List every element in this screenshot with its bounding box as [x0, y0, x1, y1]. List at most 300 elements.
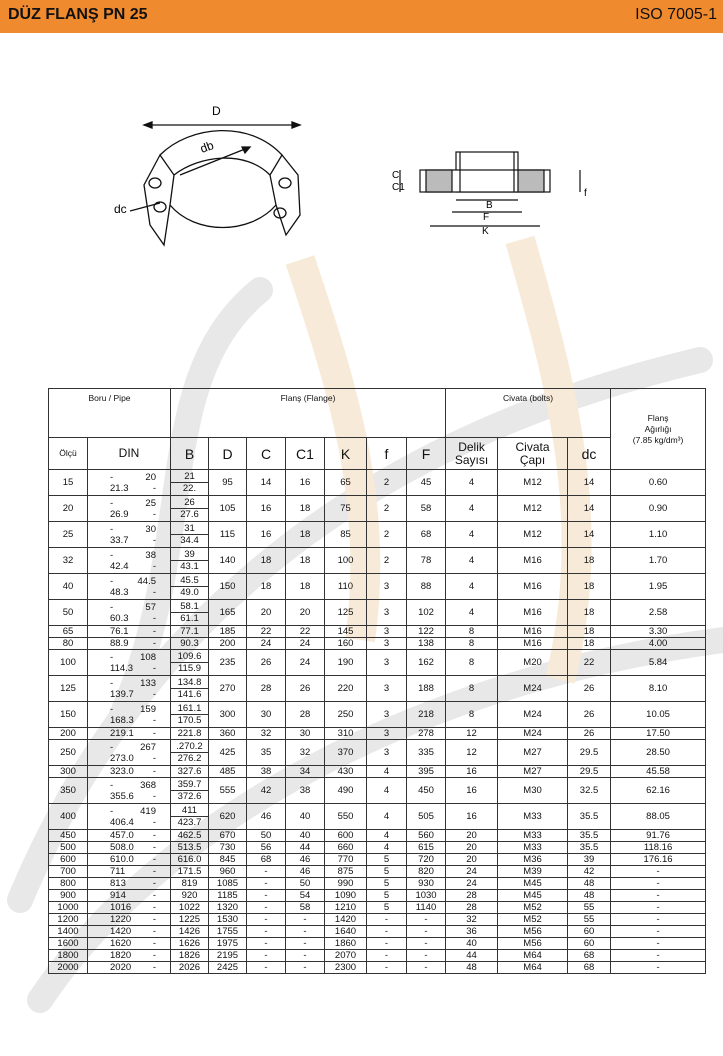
cell-f: 5: [367, 866, 407, 878]
cell-C: -: [247, 926, 286, 938]
cell-size: 40: [49, 574, 88, 600]
cell-B: 616.0: [171, 854, 209, 866]
cell-size: 1800: [49, 950, 88, 962]
cell-f: -: [367, 914, 407, 926]
cell-B: 2026: [171, 962, 209, 974]
cell-holes: 28: [446, 902, 498, 914]
cell-K: 75: [325, 496, 367, 522]
cell-F: 560: [407, 830, 446, 842]
cell-K: 2070: [325, 950, 367, 962]
cell-K: 430: [325, 766, 367, 778]
cell-C: 26: [247, 650, 286, 676]
cell-D: 845: [209, 854, 247, 866]
cell-C1: 24: [286, 650, 325, 676]
cell-f: 5: [367, 902, 407, 914]
cell-D: 1755: [209, 926, 247, 938]
cell-F: 720: [407, 854, 446, 866]
cell-dc: 18: [568, 600, 611, 626]
cell-K: 875: [325, 866, 367, 878]
cell-C: -: [247, 902, 286, 914]
cell-D: 235: [209, 650, 247, 676]
cell-weight: 88.05: [611, 804, 706, 830]
cell-B: 45.5 49.0: [171, 574, 209, 600]
table-row: [49, 866, 706, 878]
cell-din: 914 -: [88, 890, 171, 902]
cell-bolt: M39: [498, 866, 568, 878]
cell-D: 200: [209, 638, 247, 650]
cell-din: - 108 114.3 -: [88, 650, 171, 676]
cell-holes: 24: [446, 878, 498, 890]
table-row: [49, 842, 706, 854]
table-row: [49, 740, 706, 766]
label-D: D: [212, 104, 221, 118]
cell-C1: 58: [286, 902, 325, 914]
cell-D: 670: [209, 830, 247, 842]
cell-C: -: [247, 962, 286, 974]
cell-dc: 18: [568, 548, 611, 574]
cell-F: 930: [407, 878, 446, 890]
cell-B: 39 43.1: [171, 548, 209, 574]
cell-holes: 12: [446, 740, 498, 766]
cell-C: 38: [247, 766, 286, 778]
cell-C1: 44: [286, 842, 325, 854]
cell-K: 1640: [325, 926, 367, 938]
header-bar: [0, 0, 723, 33]
cell-holes: 12: [446, 728, 498, 740]
cell-f: 4: [367, 766, 407, 778]
cell-din: - 159 168.3 -: [88, 702, 171, 728]
cell-dc: 68: [568, 950, 611, 962]
cell-dc: 60: [568, 938, 611, 950]
cell-weight: -: [611, 962, 706, 974]
cell-dc: 35.5: [568, 804, 611, 830]
cell-din: - 419 406.4 -: [88, 804, 171, 830]
cell-dc: 60: [568, 926, 611, 938]
table-row: [49, 626, 706, 638]
cell-f: 5: [367, 890, 407, 902]
cell-B: 109.6 115.9: [171, 650, 209, 676]
cell-K: 65: [325, 470, 367, 496]
cell-din: 508.0 -: [88, 842, 171, 854]
table-row: [49, 600, 706, 626]
cell-bolt: M33: [498, 804, 568, 830]
header-bolts: Civata (bolts): [446, 389, 611, 438]
cell-C: 28: [247, 676, 286, 702]
cell-F: 88: [407, 574, 446, 600]
cell-weight: 0.90: [611, 496, 706, 522]
cell-weight: -: [611, 950, 706, 962]
cell-dc: 18: [568, 626, 611, 638]
cell-dc: 18: [568, 638, 611, 650]
cell-dc: 35.5: [568, 842, 611, 854]
cell-f: 3: [367, 600, 407, 626]
cell-dc: 26: [568, 702, 611, 728]
cell-F: 102: [407, 600, 446, 626]
cell-weight: -: [611, 926, 706, 938]
cell-D: 2195: [209, 950, 247, 962]
cell-size: 1600: [49, 938, 88, 950]
label-db: db: [198, 138, 216, 156]
cell-din: 457.0 -: [88, 830, 171, 842]
cell-dc: 55: [568, 914, 611, 926]
cell-size: 700: [49, 866, 88, 878]
cell-F: 615: [407, 842, 446, 854]
cell-K: 370: [325, 740, 367, 766]
cell-size: 80: [49, 638, 88, 650]
table-body: [49, 470, 706, 974]
cell-size: 450: [49, 830, 88, 842]
header-weight: [611, 389, 706, 470]
cell-bolt: M27: [498, 740, 568, 766]
cell-B: 819: [171, 878, 209, 890]
cell-C1: 40: [286, 830, 325, 842]
cell-bolt: M12: [498, 470, 568, 496]
cell-size: 200: [49, 728, 88, 740]
cell-C: 56: [247, 842, 286, 854]
cell-D: 730: [209, 842, 247, 854]
cell-din: 813 -: [88, 878, 171, 890]
cell-B: 31 34.4: [171, 522, 209, 548]
cell-F: 1030: [407, 890, 446, 902]
cell-B: 161.1 170.5: [171, 702, 209, 728]
cell-K: 190: [325, 650, 367, 676]
page-title: DÜZ FLANŞ PN 25: [8, 6, 148, 23]
col-F: F: [407, 438, 446, 470]
cell-bolt: M36: [498, 854, 568, 866]
cell-din: 1620 -: [88, 938, 171, 950]
cell-dc: 68: [568, 962, 611, 974]
cell-dc: 48: [568, 890, 611, 902]
cell-din: 1016 -: [88, 902, 171, 914]
cell-K: 490: [325, 778, 367, 804]
cell-C1: 22: [286, 626, 325, 638]
cell-D: 165: [209, 600, 247, 626]
cell-bolt: M52: [498, 902, 568, 914]
cell-holes: 4: [446, 522, 498, 548]
table-row: [49, 804, 706, 830]
cell-holes: 32: [446, 914, 498, 926]
cell-D: 2425: [209, 962, 247, 974]
cell-C: 35: [247, 740, 286, 766]
table-row: [49, 650, 706, 676]
cell-B: 1225: [171, 914, 209, 926]
cell-B: 1426: [171, 926, 209, 938]
cell-holes: 44: [446, 950, 498, 962]
cell-size: 300: [49, 766, 88, 778]
cell-C: -: [247, 890, 286, 902]
cell-size: 50: [49, 600, 88, 626]
cell-dc: 22: [568, 650, 611, 676]
cell-bolt: M16: [498, 574, 568, 600]
cell-weight: 8.10: [611, 676, 706, 702]
table-row: [49, 878, 706, 890]
cell-C: 46: [247, 804, 286, 830]
cell-dc: 18: [568, 574, 611, 600]
cell-D: 1185: [209, 890, 247, 902]
cell-holes: 20: [446, 842, 498, 854]
cell-B: 21 22.: [171, 470, 209, 496]
cell-D: 105: [209, 496, 247, 522]
cell-C1: 24: [286, 638, 325, 650]
cell-C: 20: [247, 600, 286, 626]
cell-B: 90.3: [171, 638, 209, 650]
cell-C1: 50: [286, 878, 325, 890]
cell-f: 3: [367, 740, 407, 766]
cell-F: 820: [407, 866, 446, 878]
table-row: [49, 470, 706, 496]
cell-size: 1400: [49, 926, 88, 938]
table-row: [49, 938, 706, 950]
cell-B: .270.2 276.2: [171, 740, 209, 766]
cell-C1: 46: [286, 866, 325, 878]
cell-bolt: M64: [498, 962, 568, 974]
cell-B: 77.1: [171, 626, 209, 638]
cell-C: 68: [247, 854, 286, 866]
cell-din: - 30 33.7 -: [88, 522, 171, 548]
label-F: F: [483, 212, 490, 223]
col-olcu: Ölçü: [49, 438, 88, 470]
cell-K: 2300: [325, 962, 367, 974]
cell-weight: -: [611, 938, 706, 950]
cell-weight: 28.50: [611, 740, 706, 766]
label-C: C: [392, 170, 400, 181]
cell-bolt: M45: [498, 890, 568, 902]
col-f: f: [367, 438, 407, 470]
cell-K: 160: [325, 638, 367, 650]
cell-size: 250: [49, 740, 88, 766]
cell-K: 125: [325, 600, 367, 626]
cell-holes: 36: [446, 926, 498, 938]
cell-dc: 29.5: [568, 766, 611, 778]
cell-holes: 4: [446, 600, 498, 626]
cell-holes: 4: [446, 574, 498, 600]
cell-C1: -: [286, 950, 325, 962]
cell-bolt: M56: [498, 926, 568, 938]
cell-holes: 8: [446, 676, 498, 702]
cell-C: 18: [247, 548, 286, 574]
cell-weight: -: [611, 890, 706, 902]
cell-dc: 48: [568, 878, 611, 890]
cell-f: 3: [367, 728, 407, 740]
cell-F: 395: [407, 766, 446, 778]
col-dc: dc: [568, 438, 611, 470]
cell-D: 300: [209, 702, 247, 728]
cell-f: 5: [367, 854, 407, 866]
cell-C1: 40: [286, 804, 325, 830]
cell-F: -: [407, 926, 446, 938]
cell-f: -: [367, 950, 407, 962]
table-row: [49, 854, 706, 866]
cell-B: 920: [171, 890, 209, 902]
cell-weight: 3.30: [611, 626, 706, 638]
cell-size: 2000: [49, 962, 88, 974]
cell-dc: 14: [568, 470, 611, 496]
cell-D: 620: [209, 804, 247, 830]
cell-D: 960: [209, 866, 247, 878]
cell-C1: -: [286, 914, 325, 926]
table-row: [49, 962, 706, 974]
cell-weight: -: [611, 878, 706, 890]
cell-bolt: M16: [498, 600, 568, 626]
table-row: [49, 496, 706, 522]
cell-weight: 10.05: [611, 702, 706, 728]
cell-C: -: [247, 866, 286, 878]
table-row: [49, 926, 706, 938]
cell-C1: 54: [286, 890, 325, 902]
cell-din: - 44.5 48.3 -: [88, 574, 171, 600]
cell-D: 270: [209, 676, 247, 702]
cell-C1: -: [286, 938, 325, 950]
cell-K: 310: [325, 728, 367, 740]
cell-D: 115: [209, 522, 247, 548]
cell-F: 450: [407, 778, 446, 804]
flange-section-drawing: [390, 130, 600, 245]
cell-din: 1820 -: [88, 950, 171, 962]
cell-B: 1022: [171, 902, 209, 914]
cell-dc: 14: [568, 522, 611, 548]
cell-holes: 28: [446, 890, 498, 902]
cell-K: 990: [325, 878, 367, 890]
cell-bolt: M16: [498, 626, 568, 638]
cell-D: 1975: [209, 938, 247, 950]
cell-K: 770: [325, 854, 367, 866]
cell-B: 1626: [171, 938, 209, 950]
col-din: DIN: [88, 438, 171, 470]
cell-weight: 176.16: [611, 854, 706, 866]
cell-size: 125: [49, 676, 88, 702]
cell-F: 505: [407, 804, 446, 830]
cell-din: 1420 -: [88, 926, 171, 938]
cell-holes: 20: [446, 854, 498, 866]
cell-din: 610.0 -: [88, 854, 171, 866]
cell-size: 20: [49, 496, 88, 522]
cell-B: 462.5: [171, 830, 209, 842]
cell-holes: 48: [446, 962, 498, 974]
cell-size: 32: [49, 548, 88, 574]
cell-weight: 62.16: [611, 778, 706, 804]
cell-C1: 20: [286, 600, 325, 626]
cell-holes: 16: [446, 804, 498, 830]
cell-holes: 4: [446, 470, 498, 496]
cell-din: 1220 -: [88, 914, 171, 926]
label-C1: C1: [392, 182, 405, 193]
cell-din: 219.1 -: [88, 728, 171, 740]
table-row: [49, 676, 706, 702]
cell-size: 800: [49, 878, 88, 890]
table-row: [49, 950, 706, 962]
cell-F: 78: [407, 548, 446, 574]
cell-F: -: [407, 950, 446, 962]
table-row: [49, 702, 706, 728]
cell-B: 58.1 61.1: [171, 600, 209, 626]
cell-dc: 55: [568, 902, 611, 914]
cell-size: 100: [49, 650, 88, 676]
cell-C1: 26: [286, 676, 325, 702]
cell-f: 2: [367, 496, 407, 522]
cell-K: 660: [325, 842, 367, 854]
cell-f: 3: [367, 650, 407, 676]
cell-size: 150: [49, 702, 88, 728]
cell-size: 400: [49, 804, 88, 830]
cell-F: 68: [407, 522, 446, 548]
cell-C: -: [247, 914, 286, 926]
header-flange: Flanş (Flange): [171, 389, 446, 438]
cell-B: 134.8 141.6: [171, 676, 209, 702]
cell-dc: 32.5: [568, 778, 611, 804]
cell-F: 188: [407, 676, 446, 702]
cell-C: 42: [247, 778, 286, 804]
cell-f: 4: [367, 778, 407, 804]
cell-weight: 1.95: [611, 574, 706, 600]
cell-bolt: M12: [498, 496, 568, 522]
cell-holes: 20: [446, 830, 498, 842]
table-row: [49, 548, 706, 574]
cell-C1: 18: [286, 548, 325, 574]
table-row: [49, 638, 706, 650]
cell-K: 110: [325, 574, 367, 600]
cell-f: 4: [367, 804, 407, 830]
cell-f: 5: [367, 878, 407, 890]
label-B: B: [486, 200, 493, 211]
cell-K: 1420: [325, 914, 367, 926]
cell-din: 323.0 -: [88, 766, 171, 778]
cell-weight: 1.70: [611, 548, 706, 574]
cell-K: 600: [325, 830, 367, 842]
cell-C: -: [247, 938, 286, 950]
cell-din: 76.1 -: [88, 626, 171, 638]
cell-K: 145: [325, 626, 367, 638]
cell-K: 100: [325, 548, 367, 574]
weight-unit: (7.85 kg/dm³): [632, 434, 684, 445]
cell-C: 30: [247, 702, 286, 728]
cell-bolt: M64: [498, 950, 568, 962]
col-K: K: [325, 438, 367, 470]
cell-din: - 133 139.7 -: [88, 676, 171, 702]
cell-holes: 40: [446, 938, 498, 950]
cell-bolt: M24: [498, 676, 568, 702]
cell-size: 350: [49, 778, 88, 804]
col-civata: Civata Çapı: [498, 438, 568, 470]
label-K: K: [482, 226, 489, 237]
cell-bolt: M33: [498, 830, 568, 842]
cell-C: 14: [247, 470, 286, 496]
cell-size: 500: [49, 842, 88, 854]
cell-bolt: M12: [498, 522, 568, 548]
cell-holes: 8: [446, 626, 498, 638]
cell-C: -: [247, 878, 286, 890]
label-f: f: [584, 188, 587, 199]
table-row: [49, 766, 706, 778]
table-row: [49, 890, 706, 902]
cell-size: 65: [49, 626, 88, 638]
table-row: [49, 522, 706, 548]
cell-bolt: M20: [498, 650, 568, 676]
cell-f: 4: [367, 830, 407, 842]
cell-size: 25: [49, 522, 88, 548]
col-D: D: [209, 438, 247, 470]
weight-sub: Ağırlığı: [644, 423, 672, 434]
cell-din: - 20 21.3 -: [88, 470, 171, 496]
cell-F: -: [407, 938, 446, 950]
cell-F: -: [407, 914, 446, 926]
cell-D: 555: [209, 778, 247, 804]
cell-holes: 16: [446, 766, 498, 778]
col-C1: C1: [286, 438, 325, 470]
cell-F: 218: [407, 702, 446, 728]
cell-D: 95: [209, 470, 247, 496]
cell-dc: 39: [568, 854, 611, 866]
cell-dc: 42: [568, 866, 611, 878]
